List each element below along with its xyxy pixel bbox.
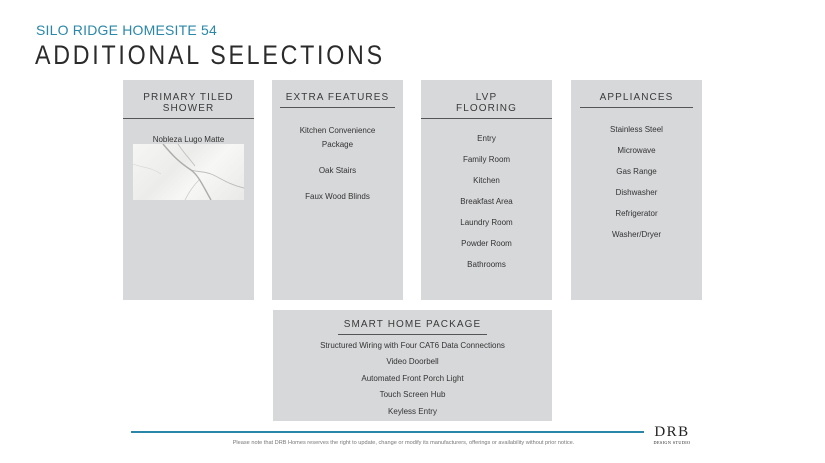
list-item: Automated Front Porch Light [361,373,464,383]
project-subtitle: SILO RIDGE HOMESITE 54 [36,22,217,38]
logo-mark: DRB [654,424,690,440]
marble-tile-swatch [133,144,244,200]
list-item: Dishwasher [615,188,658,197]
list-item: Touch Screen Hub [379,390,446,400]
feature-item: Faux Wood Blinds [305,192,370,201]
drb-logo [650,424,694,445]
logo-subtext: DESIGN STUDIO [653,440,691,445]
feature-item: Package [321,140,354,149]
list-item: Breakfast Area [460,197,513,206]
footer-divider [131,431,644,433]
card-heading: PRIMARY TILED SHOWER [123,92,254,119]
list-item: Keyless Entry [388,406,437,416]
feature-item: Oak Stairs [318,166,357,175]
feature-item: Kitchen Convenience [299,126,376,135]
list-item: Washer/Dryer [611,230,662,239]
tile-name: Nobleza Lugo Matte [152,135,225,144]
list-item: Entry [477,134,496,143]
list-item: Laundry Room [460,218,513,227]
card-heading: LVP FLOORING [421,92,552,119]
card-extra-features [272,80,403,300]
card-appliances [571,80,702,300]
list-item: Kitchen [473,176,500,185]
list-item: Stainless Steel [610,125,663,134]
list-item: Powder Room [461,239,512,248]
list-item: Gas Range [616,167,657,176]
list-item: Bathrooms [467,260,506,269]
list-item: Microwave [617,146,656,155]
page-title: ADDITIONAL SELECTIONS [35,40,385,70]
card-lvp-flooring [421,80,552,300]
list-item: Structured Wiring with Four CAT6 Data Connections [320,341,505,350]
list-item: Refrigerator [615,209,658,218]
card-heading: EXTRA FEATURES [280,92,396,108]
card-heading: SMART HOME PACKAGE [338,319,488,335]
marble-veining-graphic [133,144,244,200]
card-smart-home-package [273,310,552,421]
card-primary-tiled-shower [123,80,254,300]
footer-disclaimer: Please note that DRB Homes reserves the right to update, change or modify its manufacturers, offerings or availability without prior notice. [232,440,575,446]
list-item: Video Doorbell [386,357,439,367]
card-heading: APPLIANCES [580,92,694,108]
list-item: Family Room [462,155,511,164]
